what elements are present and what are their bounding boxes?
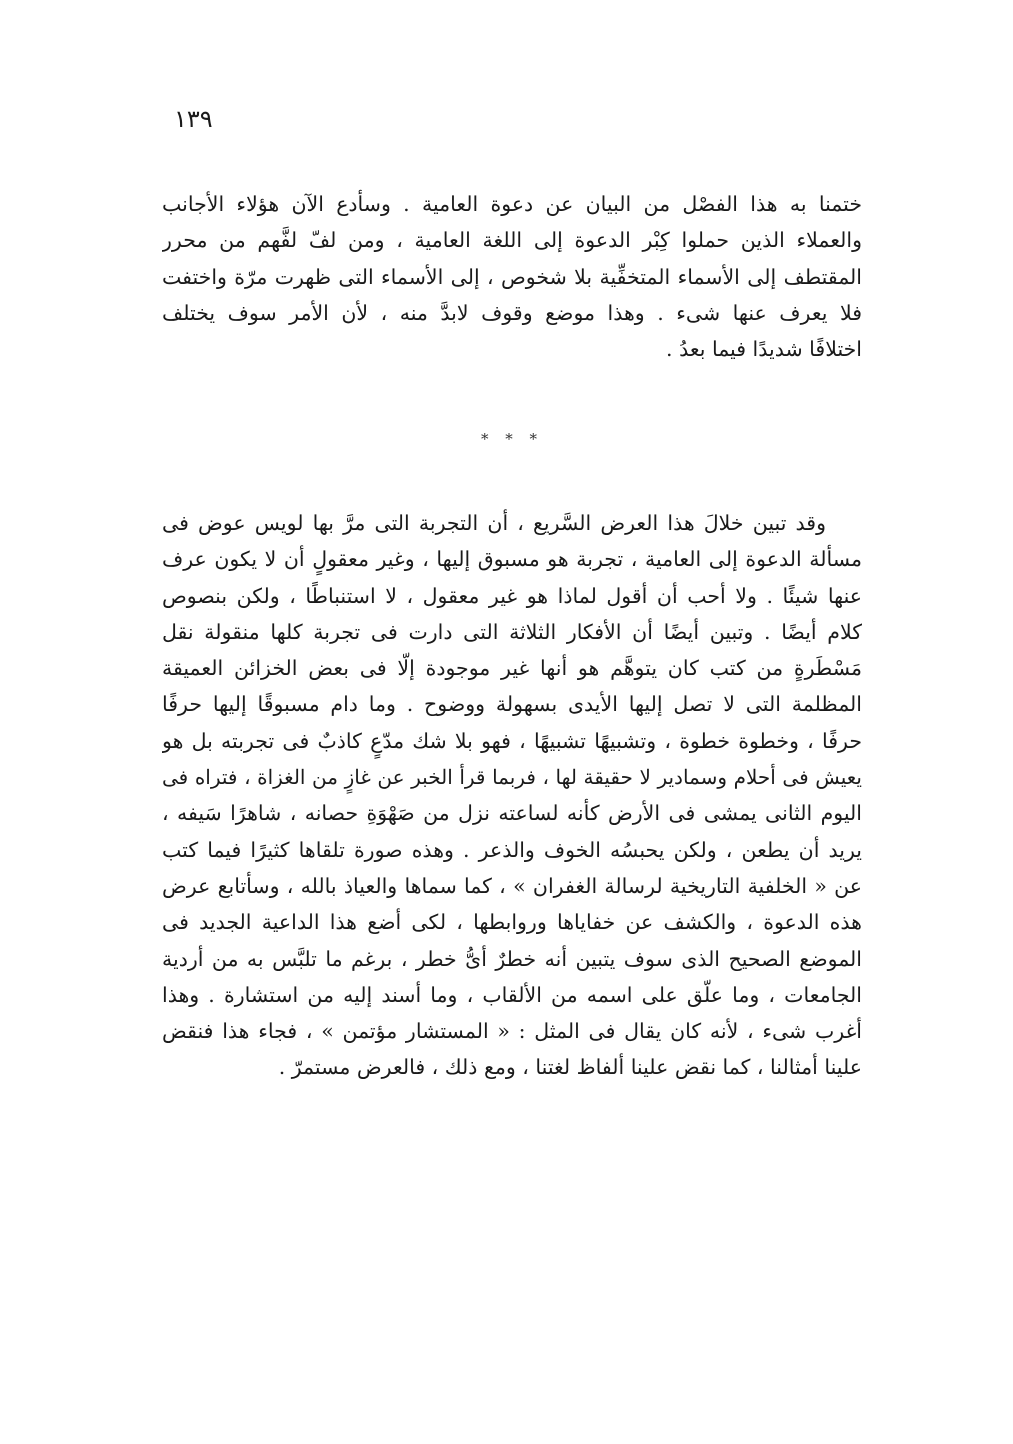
text-line: عن « الخلفية التاريخية لرسالة الغفران » ، كما سماها والعياذ بالله ، وسأتابع عرض — [162, 873, 862, 898]
text-line: المظلمة التى لا تصل إليها الأيدى بسهولة ووضوح . وما دام مسبوقًا إليها حرفًا — [162, 692, 862, 717]
page-number: ١٣٩ — [174, 105, 213, 133]
text-line: ختمنا به هذا الفصْل من البيان عن دعوة العامية . وسأدع الآن هؤلاء الأجانب — [162, 192, 862, 216]
text-line: والعملاء الذين حملوا كِبْر الدعوة إلى اللغة العامية ، ومن لفّ لفَّهم من محرر — [162, 228, 862, 253]
text-line: الجامعات ، وما علّق على اسمه من الألقاب ، وما أسند إليه من استشارة . وهذا — [162, 982, 862, 1007]
text-line: وقد تبين خلالَ هذا العرض السَّريع ، أن التجربة التى مرَّ بها لويس عوض فى — [162, 511, 826, 535]
section-break: * * * — [480, 430, 544, 448]
text-line: كلام أيضًا . وتبين أيضًا أن الأفكار الثلاثة التى دارت فى تجربة كلها منقولة نقل — [162, 619, 862, 644]
text-line: يعيش فى أحلام وسمادير لا حقيقة لها ، فربما قرأ الخبر عن غازٍ من الغزاة ، فتراه فى — [162, 765, 862, 790]
text-line: اليوم الثانى يمشى فى الأرض كأنه لساعته نزل من صَهْوَةِ حصانه ، شاهرًا سَيفه ، — [162, 801, 862, 826]
text-line: مَسْطَرةٍ من كتب كان يتوهَّم هو أنها غير موجودة إلّا فى بعض الخزائن العميقة — [162, 656, 862, 681]
text-line: هذه الدعوة ، والكشف عن خفاياها وروابطها ، لكى أضع هذا الداعية الجديد فى — [162, 910, 862, 935]
paragraph-2 — [162, 505, 862, 1086]
paragraph-1 — [162, 186, 862, 367]
text-line: فلا يعرف عنها شىء . وهذا موضع وقوف لابدَّ منه ، لأن الأمر سوف يختلف — [162, 300, 862, 325]
text-line: عنها شيئًا . ولا أحب أن أقول لماذا هو غير معقول ، لا استنباطًا ، ولكن بنصوص — [162, 583, 862, 608]
text-line: اختلافًا شديدًا فيما بعدُ . — [666, 337, 862, 362]
text-line: المقتطف إلى الأسماء المتخفِّية بلا شخوص ، إلى الأسماء التى ظهرت مرّة واختفت — [162, 264, 862, 289]
text-line: حرفًا ، وخطوة خطوة ، وتشبيهًا تشبيهًا ، فهو بلا شك مدّعٍ كاذبٌ فى تجربته بل هو — [162, 728, 862, 753]
text-line: الموضع الصحيح الذى سوف يتبين أنه خطرٌ أىُّ خطر ، برغم ما تلبَّس به من أردية — [162, 946, 862, 971]
text-line: يريد أن يطعن ، ولكن يحبسُه الخوف والذعر . وهذه صورة تلقاها كثيرًا فيما كتب — [162, 837, 862, 862]
text-line: علينا أمثالنا ، كما نقض علينا ألفاظ لغتنا ، ومع ذلك ، فالعرض مستمرّ . — [278, 1055, 862, 1080]
text-line: أغرب شىء ، لأنه كان يقال فى المثل : « المستشار مؤتمن » ، فجاء هذا فنقض — [162, 1019, 862, 1044]
text-line: مسألة الدعوة إلى العامية ، تجربة هو مسبوق إليها ، وغير معقولٍ أن لا يكون عرف — [162, 547, 862, 572]
